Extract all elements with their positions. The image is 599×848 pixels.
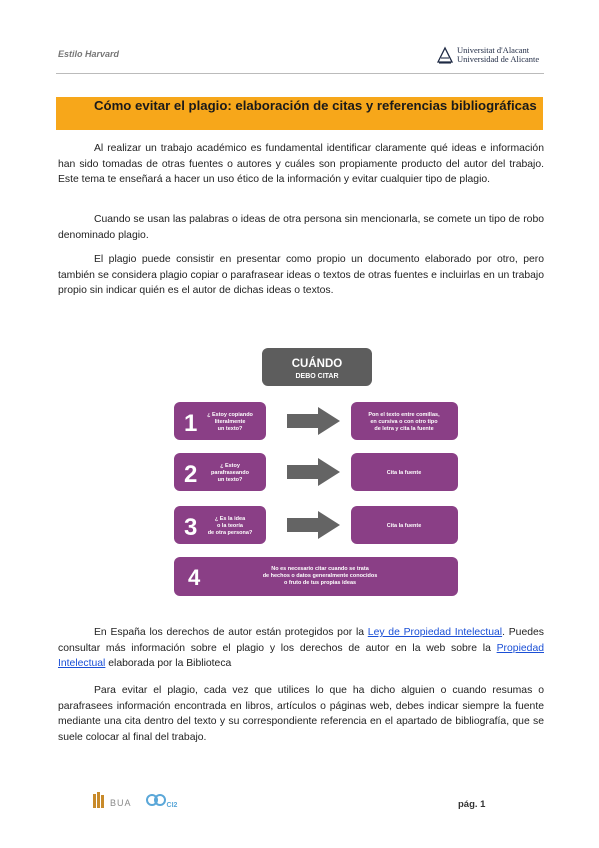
university-emblem-icon bbox=[437, 46, 453, 64]
university-name-valencian: Universitat d'Alacant bbox=[457, 45, 530, 55]
paragraph-plagiarism: El plagio puede consistir en presentar como propio un documento elaborado por otro, pero también se considera plagio copiar o parafrasear ideas o textos de otras fuentes e incluirlas en un trabajo propio sin indicar quién es el autor de dichas ideas o textos. bbox=[58, 254, 544, 296]
page-title-text: Cómo evitar el plagio: elaboración de citas y referencias bibliográficas bbox=[94, 98, 537, 113]
when-to-cite-infographic bbox=[170, 345, 460, 600]
row-2-arrow-icon bbox=[287, 458, 340, 486]
row-1-answer-line: en cursiva o con otro tipo bbox=[370, 419, 438, 425]
row-1-answer-line: Pon el texto entre comillas, bbox=[368, 412, 440, 418]
university-name bbox=[457, 46, 539, 64]
row-4-text-line3: o fruto de tus propias ideas bbox=[283, 580, 357, 586]
header-style-label: Estilo Harvard bbox=[58, 49, 120, 59]
copyright-text-middle: . Puedes consultar más información sobre el plagio y los derechos de autor en la web sobre la bbox=[58, 627, 544, 654]
row-2 bbox=[174, 453, 458, 491]
university-name-spanish: Universidad de Alicante bbox=[457, 54, 540, 64]
ci2-logo-text: CI2 bbox=[166, 802, 178, 809]
infographic-title-line2: DEBO CITAR bbox=[295, 373, 339, 380]
copyright-text-after: elaborada por la Biblioteca bbox=[105, 658, 232, 669]
link-intellectual-property[interactable]: Propiedad Intelectual bbox=[58, 642, 544, 669]
row-4-text-line2: de hechos o datos generalmente conocidos bbox=[262, 573, 378, 579]
header-divider bbox=[56, 73, 544, 74]
infographic-title-line1: CUÁNDO bbox=[291, 358, 343, 370]
row-3-question-line: o la teoría bbox=[217, 523, 243, 529]
paragraph-avoid-plagiarism: Para evitar el plagio, cada vez que utilices lo que ha dicho alguien o cuando resumas o parafrasees información encontrada en libros, artículos o páginas web, debes indicar siempre la fuente mediante una cita dentro del texto y su correspondiente referencia en el apartado de bibliografía, que se suele colocar al final del trabajo. bbox=[58, 685, 544, 743]
row-1-arrow-icon bbox=[287, 407, 340, 435]
row-4-text-line1: No es necesario citar cuando se trata bbox=[271, 566, 369, 572]
row-1-number: 1 bbox=[184, 410, 198, 437]
paragraph-definition: Cuando se usan las palabras o ideas de otra persona sin mencionarla, se comete un tipo de robo denominado plagio. bbox=[58, 214, 544, 241]
university-logo bbox=[437, 46, 539, 64]
footer-logos bbox=[93, 791, 177, 809]
bua-logo bbox=[93, 792, 132, 808]
paragraph-intro: Al realizar un trabajo académico es fundamental identificar claramente qué ideas e información han sido tomadas de otras fuentes o autores y cuáles son propiamente producto del autor del trabajo. Este tema te enseñará a hacer un uso ético de la información y evitar cualquier tipo de plagio. bbox=[58, 143, 544, 185]
row-3-question-line: de otra persona? bbox=[207, 530, 253, 536]
ci2-infinity-icon bbox=[146, 791, 166, 809]
row-1-question-line: literalmente bbox=[214, 419, 246, 425]
paragraph-copyright bbox=[58, 625, 544, 672]
row-1-question-line: ¿ Estoy copiando bbox=[207, 412, 253, 418]
row-3-question-line: ¿ Es la idea bbox=[214, 516, 246, 522]
row-3 bbox=[174, 506, 458, 544]
row-3-answer-line: Cita la fuente bbox=[386, 523, 422, 529]
row-2-question-line: un texto? bbox=[217, 477, 243, 483]
page-title bbox=[58, 98, 538, 113]
link-intellectual-property-law[interactable]: Ley de Propiedad Intelectual bbox=[367, 627, 503, 638]
copyright-text-before: En España los derechos de autor están protegidos por la bbox=[94, 627, 368, 638]
row-1-question-line: un texto? bbox=[217, 426, 243, 432]
bua-books-icon bbox=[93, 792, 107, 808]
row-3-arrow-icon bbox=[287, 511, 340, 539]
row-3-number: 3 bbox=[184, 514, 198, 541]
ci2-logo bbox=[146, 791, 178, 809]
row-2-answer-line: Cita la fuente bbox=[386, 470, 422, 476]
row-2-question-line: parafraseando bbox=[211, 470, 249, 476]
row-4 bbox=[174, 557, 458, 596]
row-4-number: 4 bbox=[188, 565, 201, 590]
row-1 bbox=[174, 402, 458, 440]
row-2-question-line: ¿ Estoy bbox=[220, 463, 240, 469]
bua-logo-text: BUA bbox=[110, 798, 132, 808]
row-2-number: 2 bbox=[184, 461, 198, 488]
page-number: pág. 1 bbox=[458, 799, 486, 810]
row-1-answer-line: de letra y cita la fuente bbox=[374, 426, 434, 432]
